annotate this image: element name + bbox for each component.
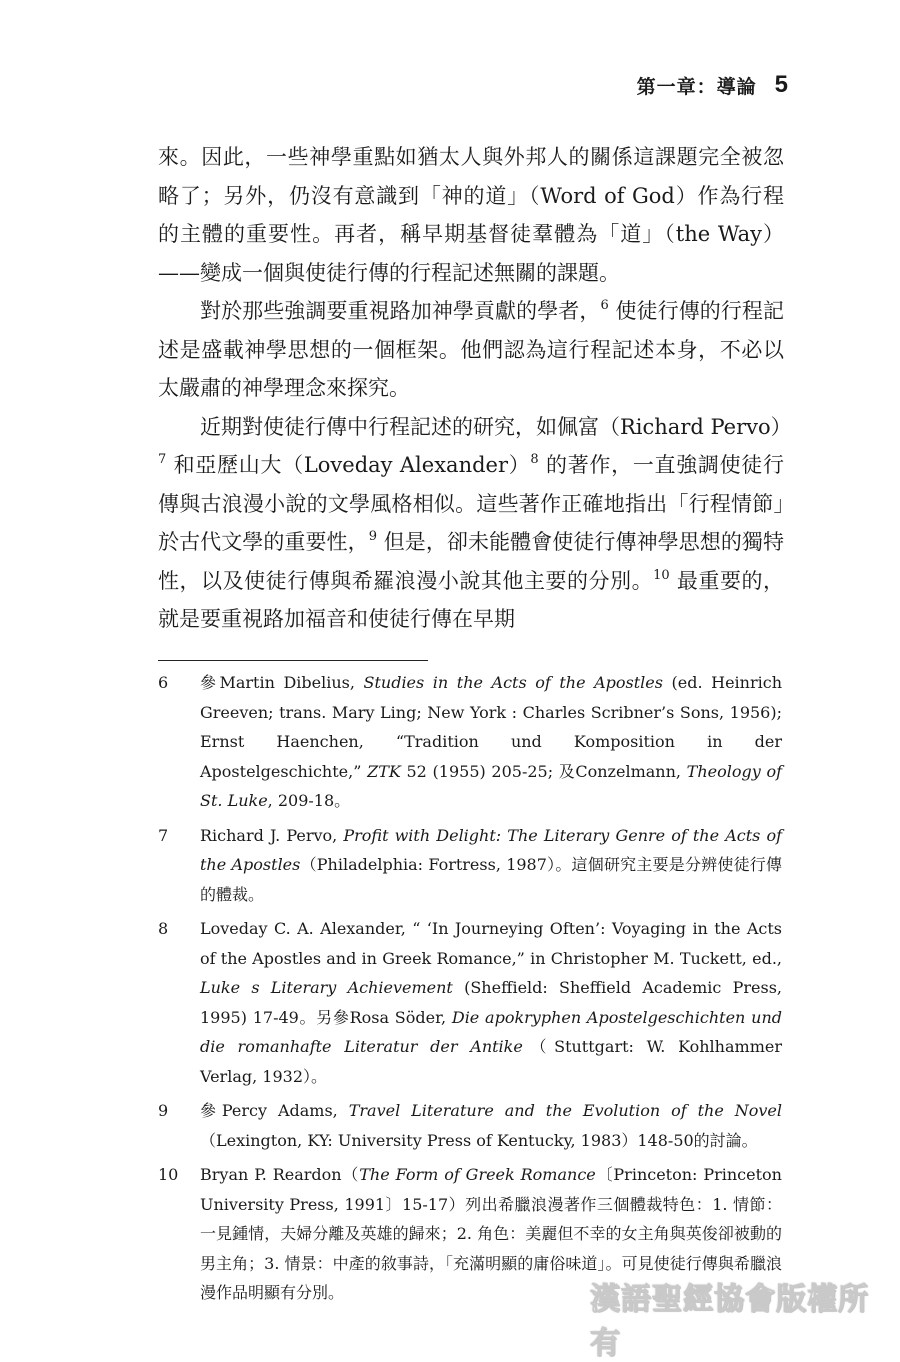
- text-span: 和亞歷山大（Loveday Alexander）: [166, 453, 531, 477]
- footnote-8: [158, 914, 782, 1091]
- footnote-ref-7[interactable]: 7: [158, 452, 167, 467]
- book-title: Die apokryphen Apostelgeschichten und die romanhafte Literatur der Antike: [200, 1007, 782, 1056]
- text-span: 對於那些強調要重視路加神學貢獻的學者，: [200, 299, 601, 323]
- footnote-7: [158, 821, 782, 910]
- footnotes: [158, 668, 782, 1313]
- book-title: Profit with Delight: The Literary Genre of the Acts of the Apostles: [200, 825, 783, 874]
- chapter-title: 第一章：導論: [636, 75, 757, 98]
- text-span: 〔Princeton: Princeton University Press, 1991〕15-17）列出希臘浪漫著作三個體裁特色：1. 情節：一見鍾情，夫婦分離及英雄的歸來；2. 角色：美麗但不幸的女主角與英俊卻被動的男主角；3. 情景：中產的敘事詩，「充滿明顯的庸俗味道」。可見使徒行傳與希臘浪漫作品明顯有分別。: [200, 1165, 782, 1302]
- text-span: 使徒行傳的行程記述是盛載神學思想的一個框架。他們認為這行程記述本身，不必以太嚴肅的神學理念來探究。: [158, 299, 784, 400]
- copyright-watermark: 漢語聖經協會版權所有: [590, 1282, 869, 1361]
- journal-title: ZTK: [367, 761, 401, 781]
- footnote-text: [200, 821, 782, 910]
- text-span: 參Martin Dibelius,: [200, 673, 364, 692]
- book-title: The Form of Greek Romance: [359, 1165, 596, 1184]
- text-span: 參Percy Adams,: [200, 1101, 349, 1120]
- footnote-text: [200, 668, 782, 816]
- text-span: 52 (1955) 205-25; 及Conzelmann,: [400, 761, 687, 781]
- page-number: 5: [774, 71, 788, 98]
- footnote-9: [158, 1096, 782, 1155]
- footnote-number: 8: [158, 919, 169, 938]
- footnote-ref-8[interactable]: 8: [530, 452, 539, 467]
- text-span: Bryan P. Reardon（: [200, 1165, 360, 1184]
- footnote-number: 6: [158, 673, 169, 692]
- book-title: Studies in the Acts of the Apostles: [363, 673, 663, 692]
- running-header: [612, 68, 788, 102]
- footnote-6: [158, 668, 782, 816]
- footnote-divider: [158, 660, 428, 661]
- book-title: Travel Literature and the Evolution of the Novel: [348, 1101, 782, 1120]
- text-span: Richard J. Pervo,: [200, 825, 344, 845]
- footnote-number: 10: [158, 1165, 179, 1184]
- footnote-ref-10[interactable]: 10: [653, 567, 670, 583]
- text-span: 但是，卻未能體會使徒行傳神學思想的獨特性，以及使徒行傳與希羅浪漫小說其他主要的分別。: [158, 530, 784, 593]
- book-title: Luke s Literary Achievement: [200, 978, 453, 997]
- footnote-number: 9: [158, 1101, 169, 1120]
- text-span: （Stuttgart: W. Kohlhammer Verlag, 1932）。: [200, 1037, 782, 1086]
- paragraph-1: 來。因此，一些神學重點如猶太人與外邦人的關係這課題完全被忽略了；另外，仍沒有意識到「神的道」（Word of God）作為行程的主體的重要性。再者，稱早期基督徒羣體為「道」（the Way）——變成一個與使徒行傳的行程記述無關的課題。: [158, 145, 784, 285]
- text-span: （Philadelphia: Fortress, 1987）。這個研究主要是分辨使徒行傳的體裁。: [200, 855, 782, 904]
- text-span: , 209-18。: [267, 791, 351, 810]
- footnote-text: [200, 914, 782, 1091]
- text-span: Loveday C. A. Alexander, “ ‘In Journeying Often’: Voyaging in the Acts of the Apostles and in Greek Romance,” in Christopher M. Tuckett, ed.,: [200, 919, 782, 968]
- text-span: (ed. Heinrich Greeven; trans. Mary Ling; New York : Charles Scribner’s Sons, 1956); Ernst Haenchen, “Tradition und Komposition in der Apostelgeschichte,”: [200, 673, 782, 781]
- book-title: Theology of St. Luke: [200, 761, 783, 810]
- text-span: （Lexington, KY: University Press of Kentucky, 1983）148-50的討論。: [200, 1130, 758, 1150]
- text-span: 的著作，一直強調使徒行傳與古浪漫小說的文學風格相似。這些著作正確地指出「行程情節」於古代文學的重要性，: [158, 453, 784, 554]
- text-span: 近期對使徒行傳中行程記述的研究，如佩富（Richard Pervo）: [200, 414, 792, 439]
- footnote-ref-6[interactable]: 6: [600, 298, 609, 313]
- footnote-number: 7: [158, 825, 169, 845]
- paragraph-2: [158, 292, 784, 408]
- body-text: [158, 138, 792, 639]
- paragraph-3: [158, 408, 792, 639]
- footnote-ref-9[interactable]: 9: [368, 529, 377, 544]
- text-span: (Sheffield: Sheffield Academic Press, 1995) 17-49。另參Rosa Söder,: [200, 978, 782, 1027]
- footnote-text: [200, 1096, 782, 1155]
- text-span: 最重要的，就是要重視路加福音和使徒行傳在早期: [158, 568, 784, 631]
